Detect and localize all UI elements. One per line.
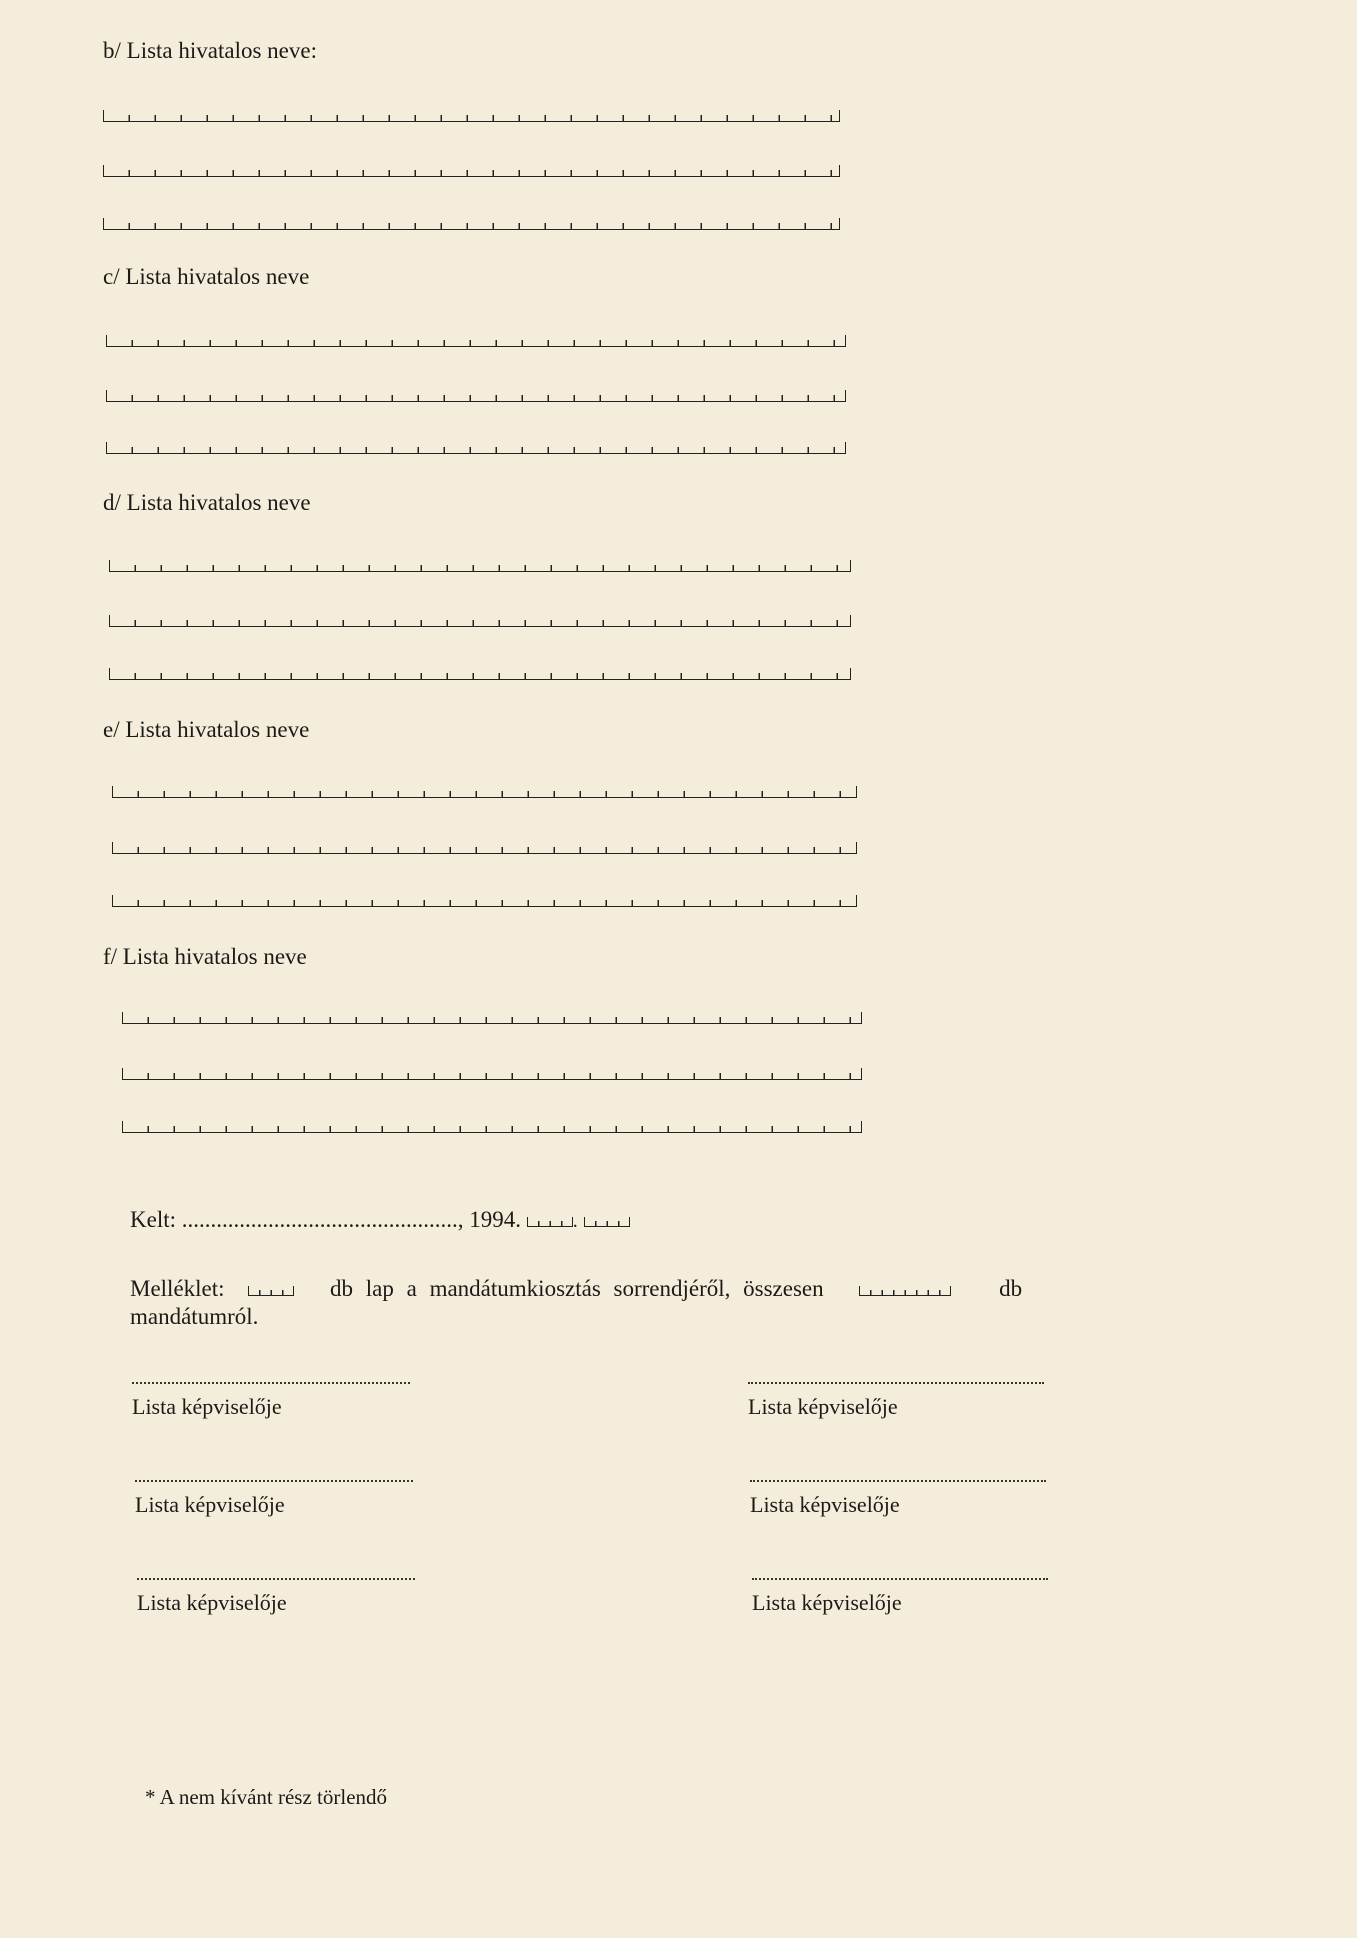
page-count-box[interactable] bbox=[248, 1286, 294, 1296]
section-e-line-3[interactable] bbox=[112, 895, 857, 907]
signature-block bbox=[135, 1480, 413, 1518]
section-e-line-2[interactable] bbox=[112, 842, 857, 854]
section-e-line-1[interactable] bbox=[112, 786, 857, 798]
section-b-line-3[interactable] bbox=[103, 218, 840, 230]
date-year: , 1994. bbox=[457, 1207, 521, 1232]
section-c-line-3[interactable] bbox=[106, 442, 846, 454]
section-f-line-1[interactable] bbox=[122, 1012, 862, 1024]
signature-block bbox=[137, 1578, 415, 1616]
section-c-line-1[interactable] bbox=[106, 335, 846, 347]
mandate-count-box[interactable] bbox=[859, 1286, 951, 1296]
attachment-db: db bbox=[999, 1276, 1023, 1301]
signature-line[interactable] bbox=[132, 1382, 410, 1384]
section-f-label: f/ Lista hivatalos neve bbox=[103, 944, 307, 969]
attachment-note bbox=[130, 1275, 1240, 1331]
signature-label: Lista képviselője bbox=[137, 1590, 287, 1615]
signature-label: Lista képviselője bbox=[750, 1492, 900, 1517]
section-b-label: b/ Lista hivatalos neve: bbox=[103, 38, 317, 63]
month-box[interactable] bbox=[527, 1217, 573, 1227]
section-d-label: d/ Lista hivatalos neve bbox=[103, 490, 311, 515]
footnote: * A nem kívánt rész törlendő bbox=[145, 1785, 388, 1809]
section-e-label: e/ Lista hivatalos neve bbox=[103, 717, 310, 742]
signature-label: Lista képviselője bbox=[132, 1394, 282, 1419]
signature-block bbox=[748, 1382, 1044, 1420]
signature-line[interactable] bbox=[135, 1480, 413, 1482]
day-box[interactable] bbox=[584, 1217, 630, 1227]
section-d-line-1[interactable] bbox=[109, 560, 851, 572]
signature-line[interactable] bbox=[748, 1382, 1044, 1384]
section-c-line-2[interactable] bbox=[106, 390, 846, 402]
signature-block bbox=[132, 1382, 410, 1420]
signature-block bbox=[750, 1480, 1046, 1518]
section-d-line-3[interactable] bbox=[109, 668, 851, 680]
section-b-line-1[interactable] bbox=[103, 110, 840, 122]
section-d-line-2[interactable] bbox=[109, 615, 851, 627]
section-f-line-3[interactable] bbox=[122, 1121, 862, 1133]
attachment-text: db lap a mandátumkiosztás sorrendjéről, összesen bbox=[330, 1276, 824, 1301]
place-field[interactable]: ................................................ bbox=[181, 1207, 458, 1232]
attachment-text-end: mandátumról. bbox=[130, 1304, 259, 1329]
date-line: Kelt: ................................................, 1994. . bbox=[130, 1207, 630, 1233]
section-b-line-2[interactable] bbox=[103, 165, 840, 177]
date-label: Kelt: bbox=[130, 1207, 176, 1232]
signature-line[interactable] bbox=[752, 1578, 1048, 1580]
section-c-label: c/ Lista hivatalos neve bbox=[103, 264, 310, 289]
signature-label: Lista képviselője bbox=[135, 1492, 285, 1517]
signature-label: Lista képviselője bbox=[752, 1590, 902, 1615]
signature-block bbox=[752, 1578, 1048, 1616]
signature-label: Lista képviselője bbox=[748, 1394, 898, 1419]
attachment-label: Melléklet: bbox=[130, 1276, 225, 1301]
signature-line[interactable] bbox=[137, 1578, 415, 1580]
signature-line[interactable] bbox=[750, 1480, 1046, 1482]
section-f-line-2[interactable] bbox=[122, 1068, 862, 1080]
